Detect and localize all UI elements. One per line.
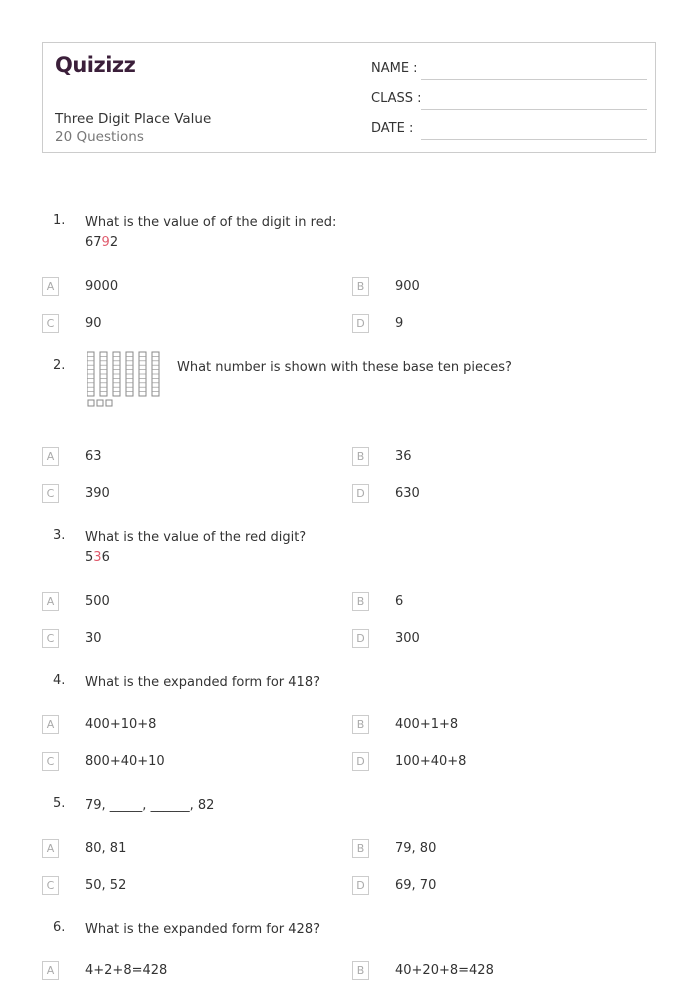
question-text: 79, _____, ______, 82: [85, 798, 215, 813]
quizizz-logo: Quizizz: [55, 53, 136, 77]
option-letter-box: C: [42, 484, 59, 503]
worksheet-header: [42, 42, 656, 153]
question-number-value: 6792: [85, 235, 119, 250]
option-text: 90: [85, 316, 102, 331]
option-text: 50, 52: [85, 878, 127, 893]
question-number-value: 536: [85, 550, 110, 565]
ones-cube: [97, 400, 103, 406]
option-letter-box: C: [42, 876, 59, 895]
option-letter-box: A: [42, 715, 59, 734]
option-text: 4+2+8=428: [85, 963, 168, 978]
option-text: 6: [395, 594, 404, 609]
option-letter-box: B: [352, 592, 369, 611]
option-text: 630: [395, 486, 420, 501]
option-letter-box: D: [352, 314, 369, 333]
option-letter-box: A: [42, 277, 59, 296]
red-digit: 3: [93, 550, 102, 565]
option-letter-box: A: [42, 447, 59, 466]
option-letter-box: B: [352, 447, 369, 466]
question-number: 6.: [53, 920, 66, 935]
option-text: 800+40+10: [85, 754, 165, 769]
name-line: [421, 79, 647, 80]
question-number: 2.: [53, 358, 66, 373]
option-letter-box: D: [352, 752, 369, 771]
option-text: 79, 80: [395, 841, 437, 856]
option-text: 69, 70: [395, 878, 437, 893]
question-count: 20 Questions: [55, 129, 144, 145]
ones-cube: [106, 400, 112, 406]
option-letter-box: A: [42, 839, 59, 858]
option-letter-box: D: [352, 629, 369, 648]
option-text: 390: [85, 486, 110, 501]
option-text: 80, 81: [85, 841, 127, 856]
class-line: [421, 109, 647, 110]
red-digit: 9: [101, 235, 110, 250]
option-text: 9: [395, 316, 404, 331]
question-number: 1.: [53, 213, 66, 228]
option-text: 30: [85, 631, 102, 646]
option-text: 36: [395, 449, 412, 464]
option-letter-box: C: [42, 629, 59, 648]
question-text: What is the expanded form for 418?: [85, 675, 320, 690]
class-label: CLASS :: [371, 91, 422, 106]
option-letter-box: C: [42, 752, 59, 771]
question-number: 5.: [53, 796, 66, 811]
option-text: 40+20+8=428: [395, 963, 494, 978]
option-text: 400+1+8: [395, 717, 459, 732]
name-label: NAME :: [371, 61, 418, 76]
option-letter-box: B: [352, 961, 369, 980]
option-letter-box: B: [352, 277, 369, 296]
option-text: 9000: [85, 279, 119, 294]
date-label: DATE :: [371, 121, 414, 136]
question-number: 4.: [53, 673, 66, 688]
option-text: 900: [395, 279, 420, 294]
option-letter-box: C: [42, 314, 59, 333]
option-text: 400+10+8: [85, 717, 157, 732]
ones-cube: [88, 400, 94, 406]
question-text: What is the value of the red digit?: [85, 530, 307, 545]
worksheet-title: Three Digit Place Value: [55, 111, 212, 127]
question-number: 3.: [53, 528, 66, 543]
option-letter-box: A: [42, 961, 59, 980]
option-text: 300: [395, 631, 420, 646]
option-text: 500: [85, 594, 110, 609]
question-text: What number is shown with these base ten pieces?: [177, 360, 512, 375]
date-line: [421, 139, 647, 140]
question-text: What is the expanded form for 428?: [85, 922, 320, 937]
option-letter-box: B: [352, 715, 369, 734]
option-letter-box: B: [352, 839, 369, 858]
option-letter-box: D: [352, 876, 369, 895]
option-text: 100+40+8: [395, 754, 467, 769]
question-text: What is the value of of the digit in red:: [85, 215, 337, 230]
option-letter-box: D: [352, 484, 369, 503]
option-text: 63: [85, 449, 102, 464]
base-ten-blocks-image: [87, 350, 167, 410]
option-letter-box: A: [42, 592, 59, 611]
